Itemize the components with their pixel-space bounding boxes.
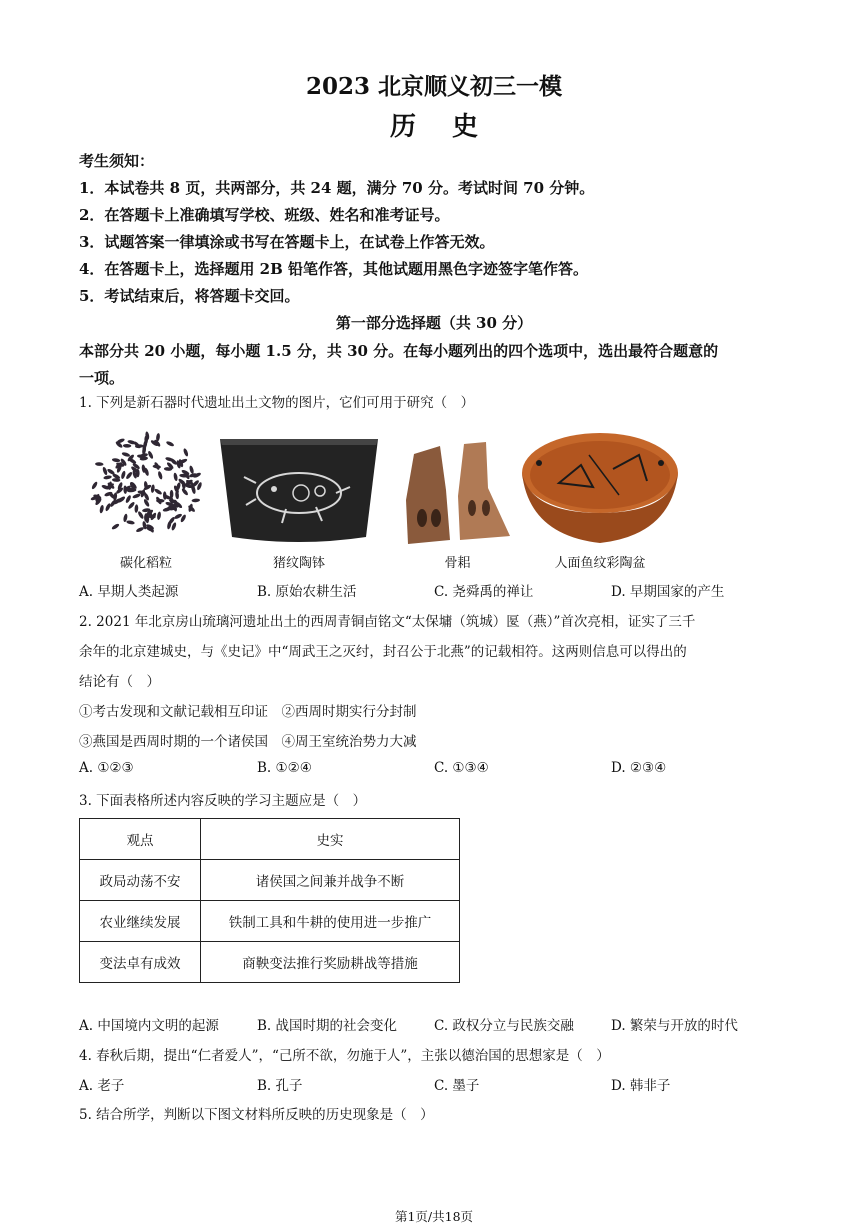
table-cell: 农业继续发展 <box>80 901 201 942</box>
q1-option-d: D. 早期国家的产生 <box>611 584 725 600</box>
table-row <box>80 860 460 901</box>
q3-option-d: D. 繁荣与开放的时代 <box>611 1018 738 1034</box>
q4-option-d: D. 韩非子 <box>611 1078 671 1094</box>
q4-stem: 4. 春秋后期，提出“仁者爱人”，“己所不欲，勿施于人”，主张以德治国的思想家是（ ） <box>79 1048 610 1064</box>
page-number: 第1页/共18页 <box>394 1209 474 1224</box>
q2-option-c: C. ①③④ <box>434 760 489 776</box>
part1-heading: 第一部分选择题（共 30 分） <box>335 314 533 332</box>
q2-option-a: A. ①②③ <box>79 760 134 776</box>
table-cell: 变法卓有成效 <box>80 942 201 983</box>
q2-option-b: B. ①②④ <box>257 760 312 776</box>
exam-title: 2023 北京顺义初三一模 <box>305 73 563 100</box>
caption-rice: 碳化稻粒 <box>119 556 172 571</box>
table-row <box>80 901 460 942</box>
table-row <box>80 942 460 983</box>
q1-option-c: C. 尧舜禹的禅让 <box>434 584 534 600</box>
table-header-row <box>80 819 460 860</box>
q3-table <box>79 818 460 983</box>
bone-spade-image <box>400 440 515 548</box>
notice-item-1: 1．本试卷共 8 页，共两部分，共 24 题，满分 70 分。考试时间 70 分钟。 <box>79 179 595 197</box>
q4-option-a: A. 老子 <box>79 1078 125 1094</box>
part1-intro-line1: 本部分共 20 小题，每小题 1.5 分，共 30 分。在每小题列出的四个选项中，选出最符合题意的 <box>79 342 719 360</box>
q3-option-a: A. 中国境内文明的起源 <box>79 1018 219 1034</box>
q4-option-c: C. 墨子 <box>434 1078 480 1094</box>
q1-stem: 1. 下列是新石器时代遗址出土文物的图片，它们可用于研究（ ） <box>79 395 475 411</box>
part1-intro-line2: 一项。 <box>79 369 125 387</box>
notice-item-3: 3．试题答案一律填涂或书写在答题卡上，在试卷上作答无效。 <box>79 233 495 251</box>
q2-stem-line2: 余年的北京建城史，与《史记》中“周武王之灭纣，封召公于北燕”的记载相符。这两则信息可以得出的 <box>79 644 687 660</box>
q4-option-b: B. 孔子 <box>257 1078 303 1094</box>
table-header-cell: 观点 <box>80 819 201 860</box>
pig-pattern-pottery-image <box>216 433 382 547</box>
notice-heading: 考生须知： <box>79 152 155 170</box>
q3-option-b: B. 战国时期的社会变化 <box>257 1018 398 1034</box>
table-cell: 诸侯国之间兼并战争不断 <box>201 860 460 901</box>
q2-statements-line2: ③燕国是西周时期的一个诸侯国 ④周王室统治势力大减 <box>79 734 417 750</box>
q3-option-c: C. 政权分立与民族交融 <box>434 1018 574 1034</box>
table-cell: 政局动荡不安 <box>80 860 201 901</box>
caption-basin: 人面鱼纹彩陶盆 <box>554 556 646 571</box>
q2-stem-line1: 2. 2021 年北京房山琉璃河遗址出土的西周青铜卣铭文“太保墉（筑城）匽（燕）”首次亮相，证实了三千 <box>79 614 696 630</box>
notice-item-5: 5．考试结束后，将答题卡交回。 <box>79 287 300 305</box>
q5-stem: 5. 结合所学，判断以下图文材料所反映的历史现象是（ ） <box>79 1107 434 1123</box>
table-cell: 商鞅变法推行奖励耕战等措施 <box>201 942 460 983</box>
notice-item-2: 2．在答题卡上准确填写学校、班级、姓名和准考证号。 <box>79 206 450 224</box>
caption-pottery: 猪纹陶钵 <box>272 556 325 571</box>
q2-statements-line1: ①考古发现和文献记载相互印证 ②西周时期实行分封制 <box>79 704 417 720</box>
q1-option-b: B. 原始农耕生活 <box>257 584 357 600</box>
fish-face-basin-image <box>519 425 681 549</box>
caption-bone-spade: 骨耜 <box>444 556 471 571</box>
q2-option-d: D. ②③④ <box>611 760 667 776</box>
table-cell: 铁制工具和牛耕的使用进一步推广 <box>201 901 460 942</box>
q1-option-a: A. 早期人类起源 <box>79 584 179 600</box>
rice-grains-image <box>79 423 213 547</box>
q3-stem: 3. 下面表格所述内容反映的学习主题应是（ ） <box>79 793 367 809</box>
exam-subject: 历史 <box>389 112 514 142</box>
notice-item-4: 4．在答题卡上，选择题用 2B 铅笔作答，其他试题用黑色字迹签字笔作答。 <box>79 260 588 278</box>
q2-stem-line3: 结论有（ ） <box>79 674 160 690</box>
table-header-cell: 史实 <box>201 819 460 860</box>
